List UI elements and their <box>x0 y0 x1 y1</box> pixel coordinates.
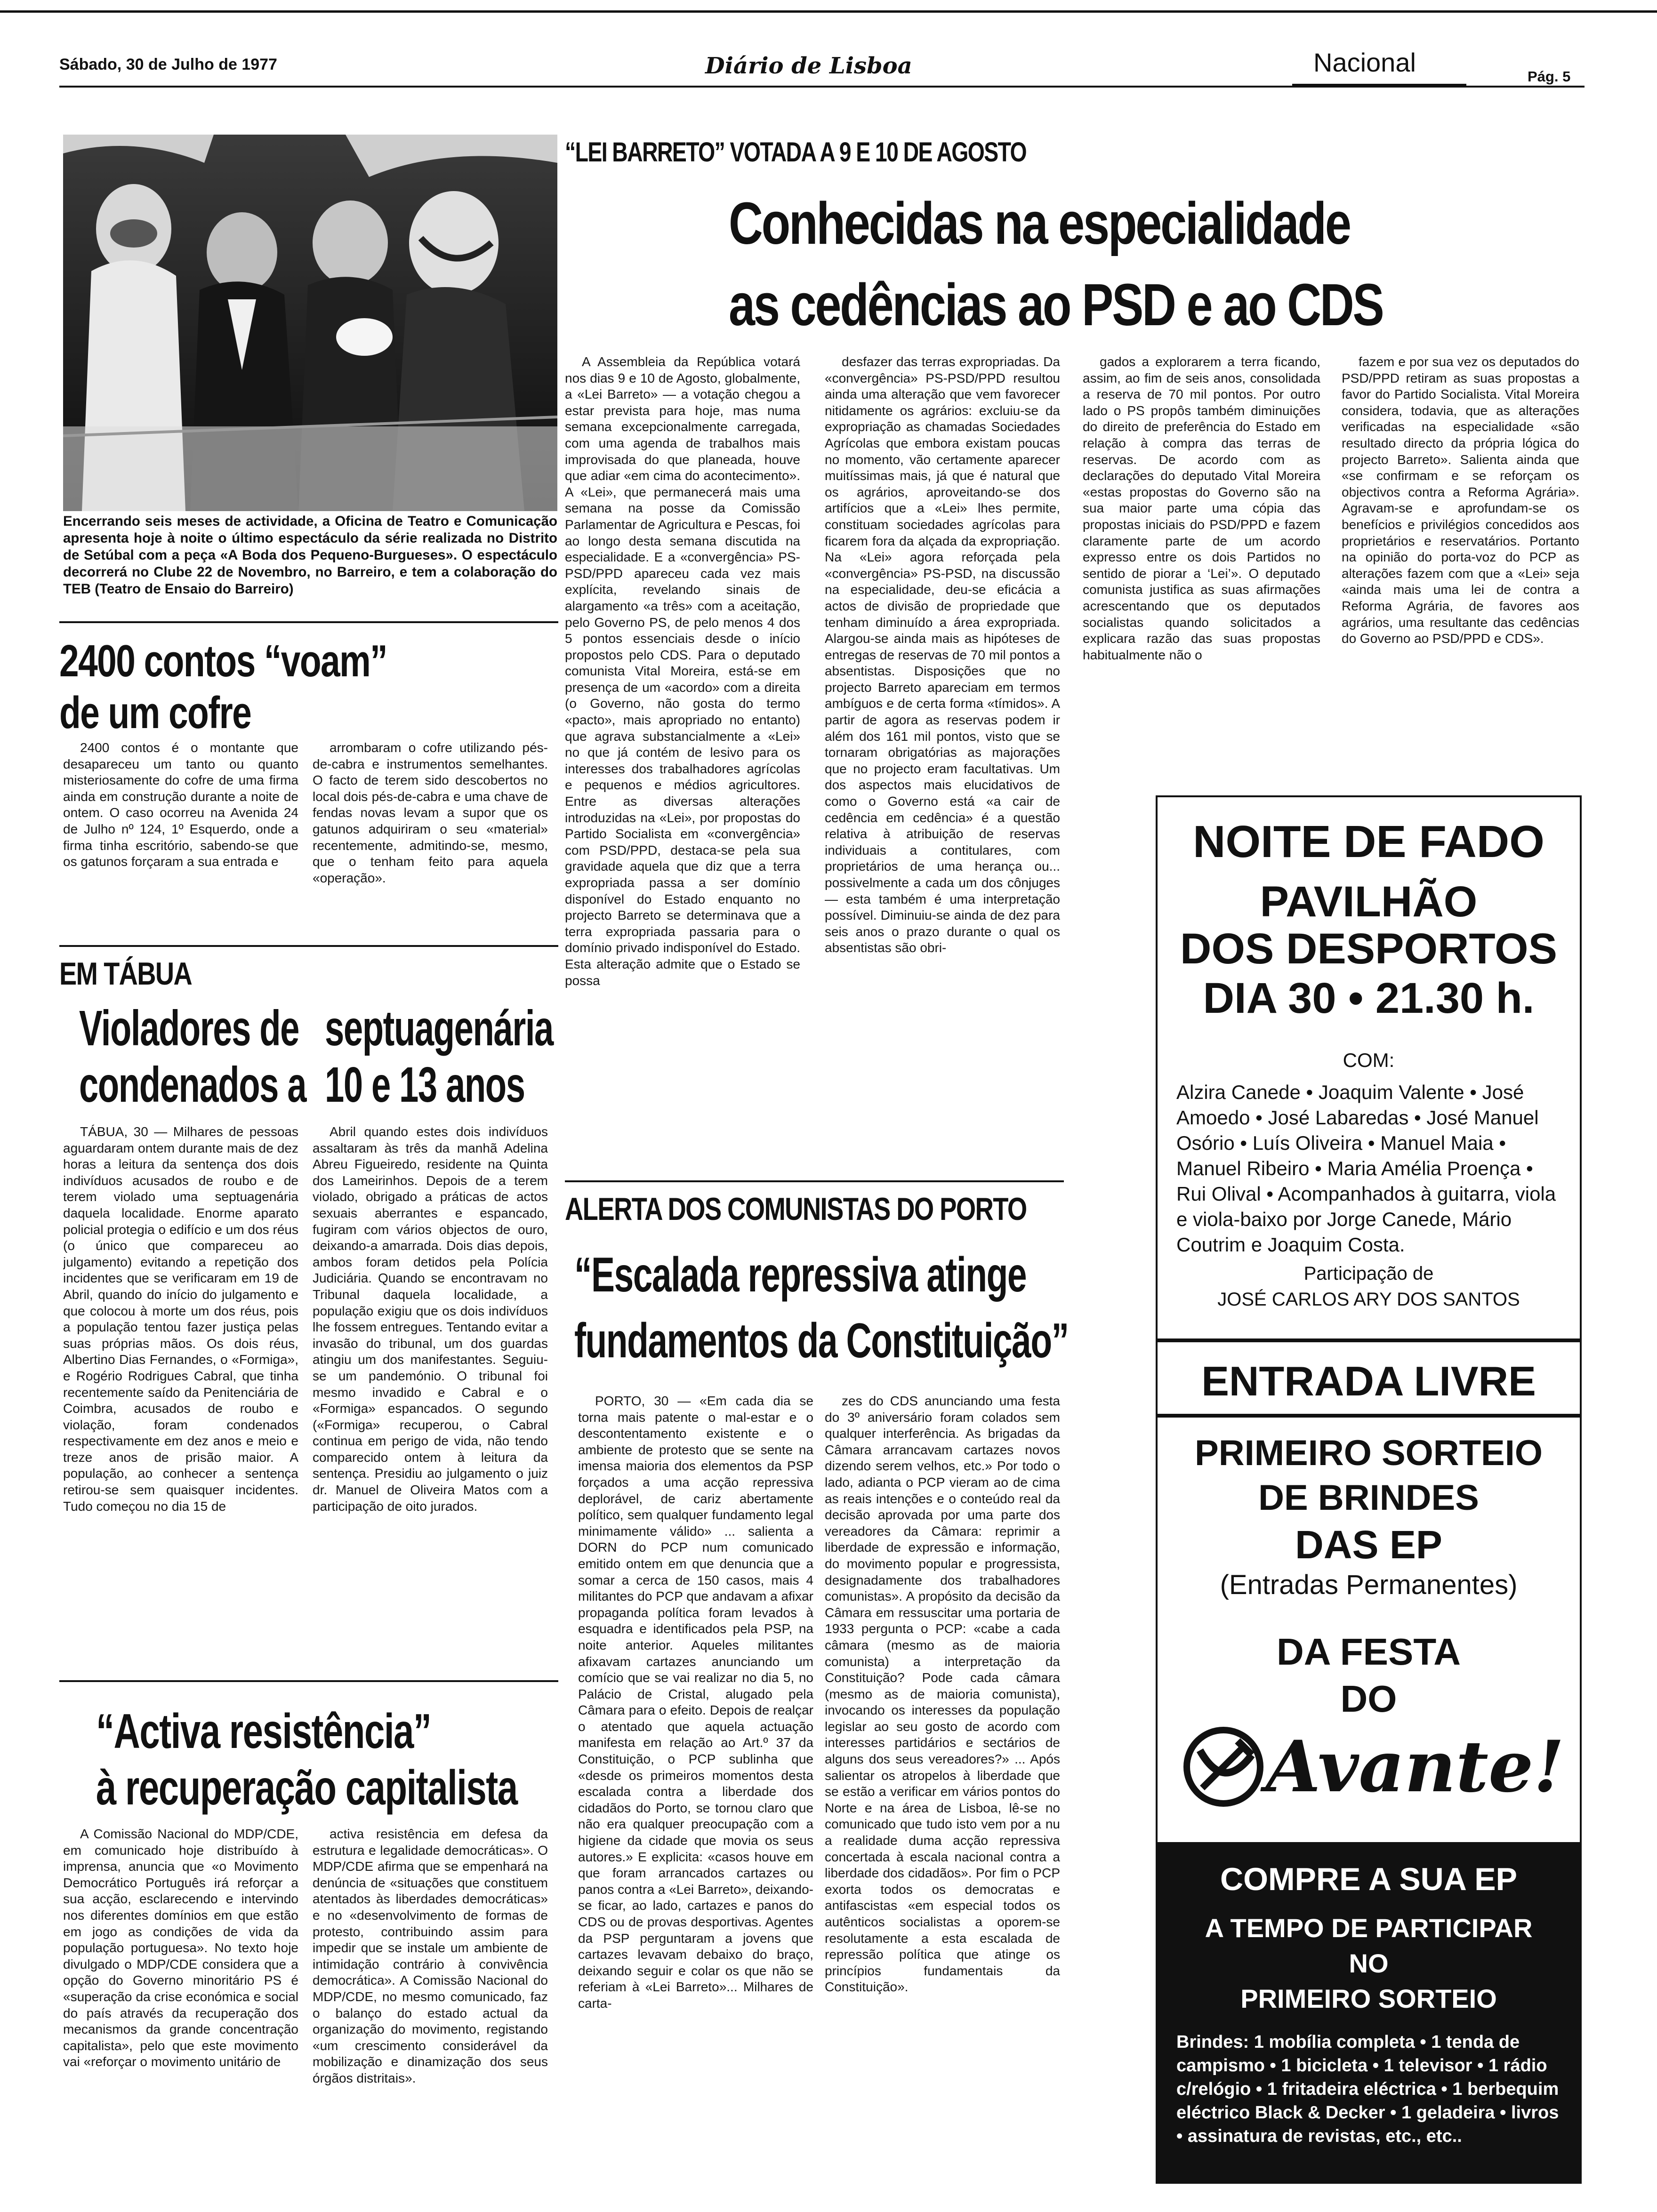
mdp-headline-line1: “Activa resistência” <box>96 1704 431 1759</box>
tabua-headline-a1: Violadores de <box>79 1001 299 1056</box>
lead-headline-line1: Conhecidas na especialidade <box>729 190 1350 256</box>
lead-column-1 <box>565 354 800 1065</box>
mdp-column-2 <box>313 1826 548 2170</box>
lead-col2-text: desfazer das terras expropriadas. Da «convergência» PS-PSD/PPD resultou ainda uma alteração que vem favorecer nitidamente os agrários: excluiu-se da expropriação as chamadas Sociedades Agrícolas que embora existam poucas no momento, vão certamente aparecer muitíssimas mais, já que é natural que os agrários, aproveitando-se dos artifícios que a «Lei» lhes permite, constituam sociedades agrícolas para ficarem fora da alçada da expropriação. Na «Lei» agora reforçada pela «convergência» PS-PSD, na discussão na especialidade, deu-se eficácia a actos de divisão de propriedade que tenham diminuído a área expropriada. Alargou-se ainda mais as hipóteses de entregas de reservas de 70 mil pontos a absentistas. Disposições que no projecto Barreto apareciam em termos ambíguos e de certa forma «tímidos». A partir de agora as reservas podem ir além dos 161 mil pontos, visto que se tornaram obrigatórias as majorações que no projecto eram facultativas. Um dos aspectos mais elucidativos de como o Governo está «a cair de cedência em cedência» é a questão relativa à atribuição de reservas individuais a contitulares, com proprietários de uma herança ou... possivelmente a cada um dos cônjuges — esta também é uma interpretação possível. Diminuiu-se ainda de dez para seis anos o prazo durante o qual os absentistas são obri- <box>825 354 1060 955</box>
ad-venue-2: DOS DESPORTOS <box>1180 925 1557 973</box>
avante-logo-text: Avante! <box>1266 1725 1565 1808</box>
masthead: Diário de Lisboa <box>705 53 912 79</box>
photo-caption: Encerrando seis meses de actividade, a Oficina de Teatro e Comunicação apresenta hoje à noite o último espectáculo da série realizada no Distrito de Setúbal com a peça «A Boda dos Pequeno-Burgueses». O espectáculo decorrerá no Clube 22 de Novembro, no Barreiro, e tem a colaboração do TEB (Teatro de Ensaio do Barreiro) <box>63 513 557 597</box>
ad-rule-1 <box>1158 1338 1580 1342</box>
tabua-column-1 <box>63 1124 298 1656</box>
section-name: Nacional <box>1313 48 1416 77</box>
cofre-column-1 <box>63 740 298 926</box>
lead-column-3 <box>1083 354 1320 759</box>
cofre-headline-line2: de um cofre <box>59 688 251 738</box>
porto-column-1 <box>578 1393 813 2170</box>
ad-participation-name: JOSÉ CARLOS ARY DOS SANTOS <box>1217 1289 1520 1310</box>
ad-sorteio-1: PRIMEIRO SORTEIO <box>1195 1433 1543 1473</box>
ad-festa-2: DO <box>1340 1678 1397 1720</box>
cofre-headline-line1: 2400 contos “voam” <box>59 636 387 686</box>
mdp-column-1 <box>63 1826 298 2170</box>
ad-com: COM: <box>1343 1049 1395 1071</box>
page-number: Pág. 5 <box>1528 68 1571 85</box>
lead-column-2 <box>825 354 1060 1168</box>
ad-tempo-2: NO <box>1349 1948 1389 1978</box>
ad-artists: Alzira Canede • Joaquim Valente • José Amoedo • José Labaredas • José Manuel Osório • Luís Oliveira • Manuel Maia • Manuel Ribeiro • Maria Amélia Proença • Rui Olival • Acompanhados à guitarra, viola e viola-baixo por Jorge Canede, Mário Coutrim e Joaquim Costa. <box>1176 1081 1556 1256</box>
mdp-col1-text: A Comissão Nacional do MDP/CDE, em comunicado hoje distribuído à imprensa, anuncia que «o Movimento Democrático Português irá reforçar a sua acção, esclarecendo e intervindo nos diferentes domínios em que estão em jogo as condições de vida da população portuguesa». No texto hoje divulgado o MDP/CDE considera que a opção do Governo minoritário PS é «superação da crise económica e social do país através da recuperação dos mecanismos da grande concentração capitalista», pelo que este movimento vai «reforçar o movimento unitário de <box>63 1827 298 2069</box>
ad-compre: COMPRE A SUA EP <box>1220 1861 1517 1897</box>
porto-column-2 <box>825 1393 1060 2170</box>
porto-top-rule <box>565 1180 1064 1182</box>
porto-kicker: ALERTA DOS COMUNISTAS DO PORTO <box>565 1191 1027 1227</box>
mdp-top-rule <box>59 1680 558 1682</box>
porto-col2-text: zes do CDS anunciando uma festa do 3º aniversário foram colados sem qualquer interferência. As brigadas da Câmara arrancavam cartazes novos dizendo serem velhos, etc.» Por todo o lado, adianta o PCP vieram ao de cima as reais intenções e o conteúdo real da decisão aprovada por uma parte dos vereadores da Câmara: reprimir a liberdade de expressão e informação, do movimento popular e progressista, designadamente dos trabalhadores comunistas». A propósito da decisão da Câmara em ressuscitar uma portaria de 1933 pergunta o PCP: «cabe a cada câmara (mesmo as de maioria comunista) a interpretação da Constituição? Pode cada câmara (mesmo as de maioria comunista), invocando os interesses da população legislar ao seu gosto de acordo com interesses partidários e sectários de alguns dos seus vereadores?» ... Após salientar os atropelos à liberdade que se estão a verificar em vários pontos do Norte e na área de Lisboa, lê-se no comunicado que tudo isto vem por a nu a realidade duma acção repressiva concertada à escala nacional contra a liberdade dos cidadãos». Por fim o PCP exorta todos os democratas e antifascistas «em especial todos os autênticos socialistas a oporem-se resolutamente a esta escalada de repressão política que atinge os princípios fundamentais da Constituição». <box>825 1394 1060 1995</box>
cofre-top-rule <box>59 621 558 623</box>
tabua-headline-b1: septuagenária <box>325 1001 553 1056</box>
header-rule <box>59 86 1585 88</box>
lead-col1-text: A Assembleia da República votará nos dias 9 e 10 de Agosto, globalmente, a «Lei Barreto» — a votação chegou a estar prevista para hoje, mas numa semana excepcionalmente carregada, com uma agenda de trabalhos mais improvisada do que planeada, houve que adiar «em cima do acontecimento». A «Lei», que permanecerá mais uma semana na posse da Comissão Parlamentar de Agricultura e Pescas, foi ao longo desta semana discutida na especialidade. E a «convergência» PS-PSD/PPD apareceu cada vez mais explícita, revelando sinais de alargamento «a três» com a aceitação, pelo Governo PS, de pelo menos 4 dos 5 pontos essenciais desde o início propostos pelo CDS. Para o deputado comunista Vital Moreira, está-se em presença de um «acordo» com a direita (o Governo, não gosta do termo «pacto», mais apropriado no entanto) que agrava substancialmente a «Lei» no que já contém de lesivo para os interesses dos trabalhadores agrícolas e pequenos e médios agricultores. Entre as diversas alterações introduzidas na «Lei», por propostas do Partido Socialista em «convergência» com PSD/PPD, destaca-se pela sua gravidade aquela que diz que a terra expropriada passa a ser domínio disponível do Estado enquanto no projecto Barreto se determinava que a terra expropriada passaria para o domínio privado indisponível do Estado. Esta alteração admite que o Estado se possa <box>565 354 800 988</box>
mdp-col2-text: activa resistência em defesa da estrutura e legalidade democráticas». O MDP/CDE afirma que se empenhará na denúncia de «situações que constituem atentados às liberdades democráticas» e no «desenvolvimento de formas de protesto, contribuindo assim para impedir que se instale um ambiente de intimidação contrário à convivência democrática». A Comissão Nacional do MDP/CDE, no mesmo comunicado, faz o balanço do estado actual da organização do movimento, registando «um crescimento considerável da mobilização e dinamização dos seus órgãos distritais». <box>313 1827 548 2085</box>
lead-col4-text: fazem e por sua vez os deputados do PSD/PPD retiram as suas propostas a favor do Partido Socialista. Vital Moreira considera, todavia, que as alterações verificadas na especialidade «são resultado directo da própria lógica do projecto Barreto». Salienta ainda que «se confirmam e se reforçam os objectivos contra a Reforma Agrária». Agravam-se e aprofundam-se os benefícios e privilégios concedidos aos proprietários e reservatários. Portanto na opinião do porta-voz do PCP as alterações fazem com que a «Lei» seja «ainda mais uma lei de contra a Reforma Agrária, de favores aos agrários, uma resultante das cedências do Governo ao PSD/PPD e CDS». <box>1342 354 1579 646</box>
ad-tempo-1: A TEMPO DE PARTICIPAR <box>1205 1913 1533 1943</box>
tabua-top-rule <box>59 945 558 947</box>
ad-title: NOITE DE FADO <box>1193 817 1544 867</box>
ad-tempo-3: PRIMEIRO SORTEIO <box>1240 1984 1497 2013</box>
issue-date: Sábado, 30 de Julho de 1977 <box>59 56 277 73</box>
fado-advert <box>1156 795 1582 2184</box>
lead-column-4 <box>1342 354 1579 768</box>
ad-sorteio-4: (Entradas Permanentes) <box>1220 1570 1518 1600</box>
mdp-headline-line2: à recuperação capitalista <box>96 1761 517 1815</box>
porto-headline-line1: “Escalada repressiva atinge <box>574 1248 1027 1302</box>
ad-participation-label: Participação de <box>1303 1263 1434 1284</box>
cofre-column-2 <box>313 740 548 926</box>
tabua-col1-text: TÁBUA, 30 — Milhares de pessoas aguardaram ontem durante mais de dez horas a leitura da sentença dos dois indivíduos acusados de roubo e de terem violado uma septuagenária daquela localidade. Enorme aparato policial protegia o edifício e um dos réus (o único que compareceu ao julgamento) evitando a repetição dos incidentes que se verificaram em 19 de Abril, quando do início do julgamento e que colocou à morte um dos réus, pois a população tentou fazer justiça pelas suas próprias mãos. Os dois réus, Albertino Dias Fernandes, o «Formiga», e Rogério Rodrigues Cabral, que tinha recentemente saído da Penitenciária de Coimbra, acusados de roubo e violação, foram condenados respectivamente em dez anos e meio e treze anos de prisão maior. A população, ao conhecer a sentença retirou-se sem quaisquer incidentes. Tudo começou no dia 15 de <box>63 1124 298 1514</box>
lead-kicker: “LEI BARRETO” VOTADA A 9 E 10 DE AGOSTO <box>565 137 1027 168</box>
cofre-col1-text: 2400 contos é o montante que desapareceu um tanto ou quanto misteriosamente do cofre de uma firma ainda em construção durante a noite de ontem. O caso ocorreu na Avenida 24 de Julho nº 124, 1º Esquerdo, onde a firma tinha escritório, sabendo-se que os gatunos forçaram a sua entrada e <box>63 740 298 869</box>
ad-brindes: Brindes: 1 mobília completa • 1 tenda de campismo • 1 bicicleta • 1 televisor • 1 rádio c/relógio • 1 fritadeira eléctrica • 1 berbequim eléctrico Black & Decker • 1 geladeira • livros • assinatura de revistas, etc., etc.. <box>1176 2032 1559 2146</box>
theatre-photo-illustration <box>63 135 557 511</box>
ad-sorteio-2: DE BRINDES <box>1258 1478 1479 1518</box>
tabua-col2-text: Abril quando estes dois indivíduos assaltaram às três da manhã Adelina Abreu Figueiredo, residente na Quinta dos Lameirinhos. Depois de a terem violado, obrigado a práticas de actos sexuais aberrantes e espancado, fugiram com vários objectos de ouro, deixando-a amarrada. Dois dias depois, ambos foram detidos pela Polícia Judiciária. Quando se encontravam no Tribunal daquela localidade, a população exigiu que os dois indivíduos lhe fossem entregues. Tentando evitar a invasão do tribunal, um dos guardas atingiu um dos manifestantes. Seguiu-se um pandemónio. O tribunal foi mesmo invadido e Cabral e o «Formiga» espancados. O segundo («Formiga» recuperou, o Cabral continua em perigo de vida, não tendo comparecido ontem à leitura da sentença. Presidiu ao julgamento o juiz dr. Manuel de Oliveira Matos com a participação de oito jurados. <box>313 1124 548 1514</box>
theatre-photo <box>63 135 557 511</box>
tabua-headline-b2: 10 e 13 anos <box>325 1057 525 1113</box>
top-rule <box>0 10 1657 13</box>
ad-sorteio-3: DAS EP <box>1295 1523 1442 1567</box>
porto-headline-line2: fundamentos da Constituição” <box>574 1314 1069 1368</box>
ad-rule-2 <box>1158 1414 1580 1418</box>
tabua-headline-a2: condenados a <box>79 1057 306 1113</box>
lead-headline-line2: as cedências ao PSD e ao CDS <box>729 272 1383 338</box>
cofre-col2-text: arrombaram o cofre utilizando pés-de-cabra e instrumentos semelhantes. O facto de terem sido descobertos no local dois pés-de-cabra e uma chave de fendas novas levam a supor que os gatunos adquiriram o seu «material» recentemente, admitindo-se, mesmo, que o tenham feito para aquela «operação». <box>313 740 548 885</box>
ad-festa-1: DA FESTA <box>1276 1631 1461 1673</box>
ad-entrada: ENTRADA LIVRE <box>1201 1358 1536 1404</box>
ad-venue-1: PAVILHÃO <box>1260 878 1478 926</box>
ad-when: DIA 30 • 21.30 h. <box>1203 974 1535 1022</box>
tabua-column-2 <box>313 1124 548 1656</box>
avante-logo <box>1158 1722 1580 1811</box>
ad-black-panel <box>1158 1842 1580 2182</box>
porto-col1-text: PORTO, 30 — «Em cada dia se torna mais patente o mal-estar e o descontentamento existente e o ambiente de protesto que se sente na imensa maioria dos elementos da PSP forçados a uma acção repressiva deplorável, de cariz abertamente político, sem qualquer fundamento legal minimamente válido» ... salienta a DORN do PCP num comunicado emitido ontem em que denuncia que a somar a cerca de 150 casos, mais 4 militantes do PCP que andavam a afixar propaganda política foram levados à esquadra e identificados pela PSP, na noite anterior. Aqueles militantes afixavam cartazes anunciando um comício que se vai realizar no dia 5, no Palácio de Cristal, alugado pela Câmara para o efeito. Depois de realçar o atentado que aquela actuação manifesta em relação ao Art.º 37 da Constituição, o PCP sublinha que «desde os primeiros momentos desta escalada contra a liberdade dos cidadãos do Porto, se tornou claro que não era qualquer preocupação com a higiene da cidade que movia os seus autores.» E explicita: «casos houve em que foram arrancados cartazes ou panos contra a «Lei Barreto», deixando-se ficar, ao lado, cartazes e panos do CDS ou de provas desportivas. Agentes da PSP perguntaram a jovens que cartazes levavam debaixo do braço, deixando seguir e colar os que não se referiam à «Lei Barreto»... Milhares de carta- <box>578 1394 813 2011</box>
lead-col3-text: gados a explorarem a terra ficando, assim, ao fim de seis anos, consolidada a reserva de 70 mil pontos. Por outro lado o PS propôs também diminuições do direito de preferência do Estado em relação à compra das terras de reservas. De acordo com as declarações do deputado Vital Moreira «estas propostas do Governo são na sua maior parte uma cópia das propostas iniciais do PSD/PPD e fazem claramente parte de um acordo expresso entre os dois Partidos no sentido de piorar a ‘Lei’». O deputado comunista justifica as suas afirmações acrescentando que os deputados socialistas quando solicitados a explicara razão das suas propostas habitualmente não o <box>1083 354 1320 662</box>
tabua-kicker: EM TÁBUA <box>59 956 192 992</box>
